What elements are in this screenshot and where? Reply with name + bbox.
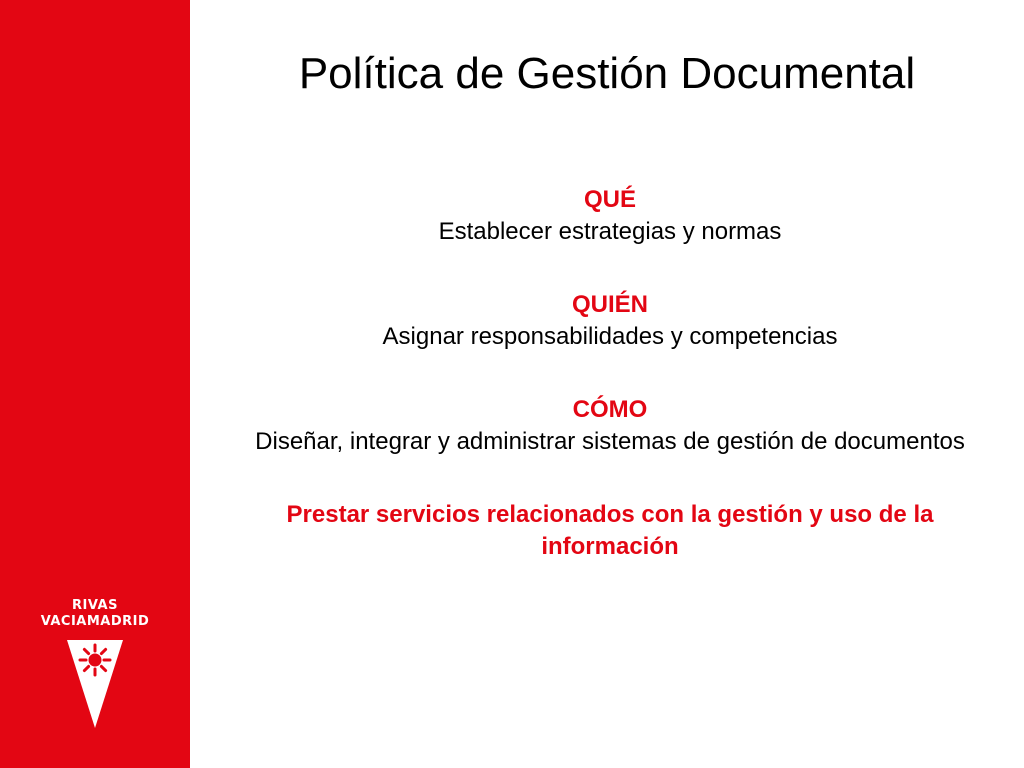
logo-line-2: VACIAMADRID [40,614,150,629]
logo-line-1: RIVAS [72,598,118,613]
section-como [220,394,1000,458]
highlight-statement: Prestar servicios relacionados con la gestión y uso de la información [286,501,934,560]
sun-shield-icon [63,636,127,730]
brand-sidebar [0,0,190,768]
slide-title: Política de Gestión Documental [298,49,916,98]
section-heading: QUIÉN [571,291,648,318]
section-heading: CÓMO [572,396,648,423]
section-quien [220,289,1000,353]
section-text: Diseñar, integrar y administrar sistemas de gestión de documentos [255,428,965,455]
slide-content [220,184,1000,563]
section-text: Establecer estrategias y normas [438,218,782,245]
section-que [220,184,1000,248]
section-heading: QUÉ [583,186,636,213]
section-text: Asignar responsabilidades y competencias [382,323,838,350]
rivas-vaciamadrid-logo [30,598,160,730]
